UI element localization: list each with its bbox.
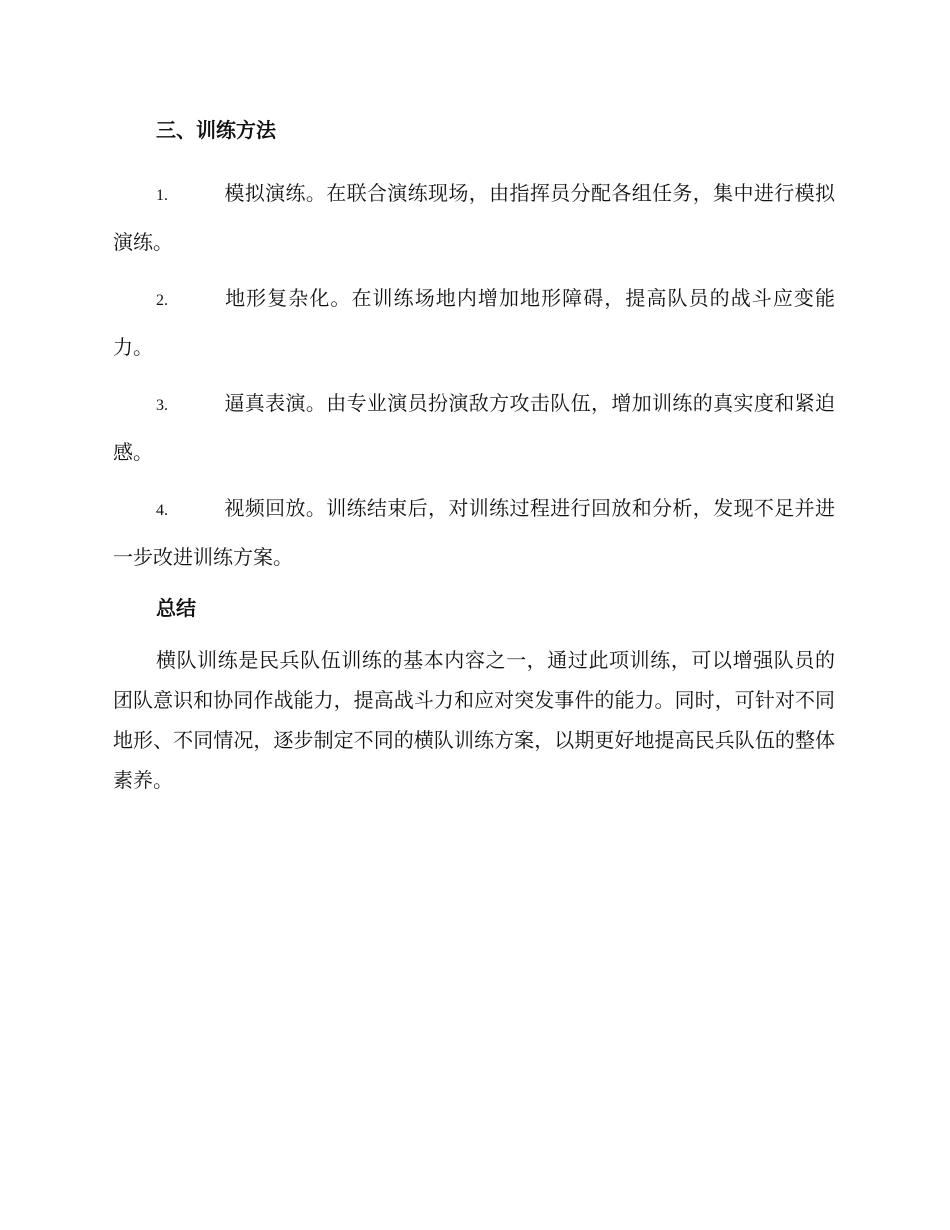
list-item-text: 地形复杂化。在训练场地内增加地形障碍，提高队员的战斗应变能力。 xyxy=(113,286,835,359)
list-item xyxy=(113,485,835,580)
list-item-number: 3. xyxy=(156,397,168,414)
document-page xyxy=(113,112,835,800)
list-item-text: 视频回放。训练结束后，对训练过程进行回放和分析，发现不足并进一步改进训练方案。 xyxy=(113,496,835,569)
list-item-text: 逼真表演。由专业演员扮演敌方攻击队伍，增加训练的真实度和紧迫感。 xyxy=(113,391,835,464)
list-item-number: 1. xyxy=(156,187,168,204)
list-item-number: 4. xyxy=(156,502,168,519)
summary-paragraph: 横队训练是民兵队伍训练的基本内容之一，通过此项训练，可以增强队员的团队意识和协同作战能力，提高战斗力和应对突发事件的能力。同时，可针对不同地形、不同情况，逐步制定不同的横队训练方案，以期更好地提高民兵队伍的整体素养。 xyxy=(113,648,835,792)
list-item-text: 模拟演练。在联合演练现场，由指挥员分配各组任务，集中进行模拟演练。 xyxy=(113,181,835,254)
section-heading: 三、训练方法 xyxy=(156,118,276,142)
summary-heading: 总结 xyxy=(156,596,196,620)
list-item xyxy=(113,275,835,370)
list-item xyxy=(113,380,835,475)
list-item-number: 2. xyxy=(156,292,168,309)
list-item xyxy=(113,170,835,265)
